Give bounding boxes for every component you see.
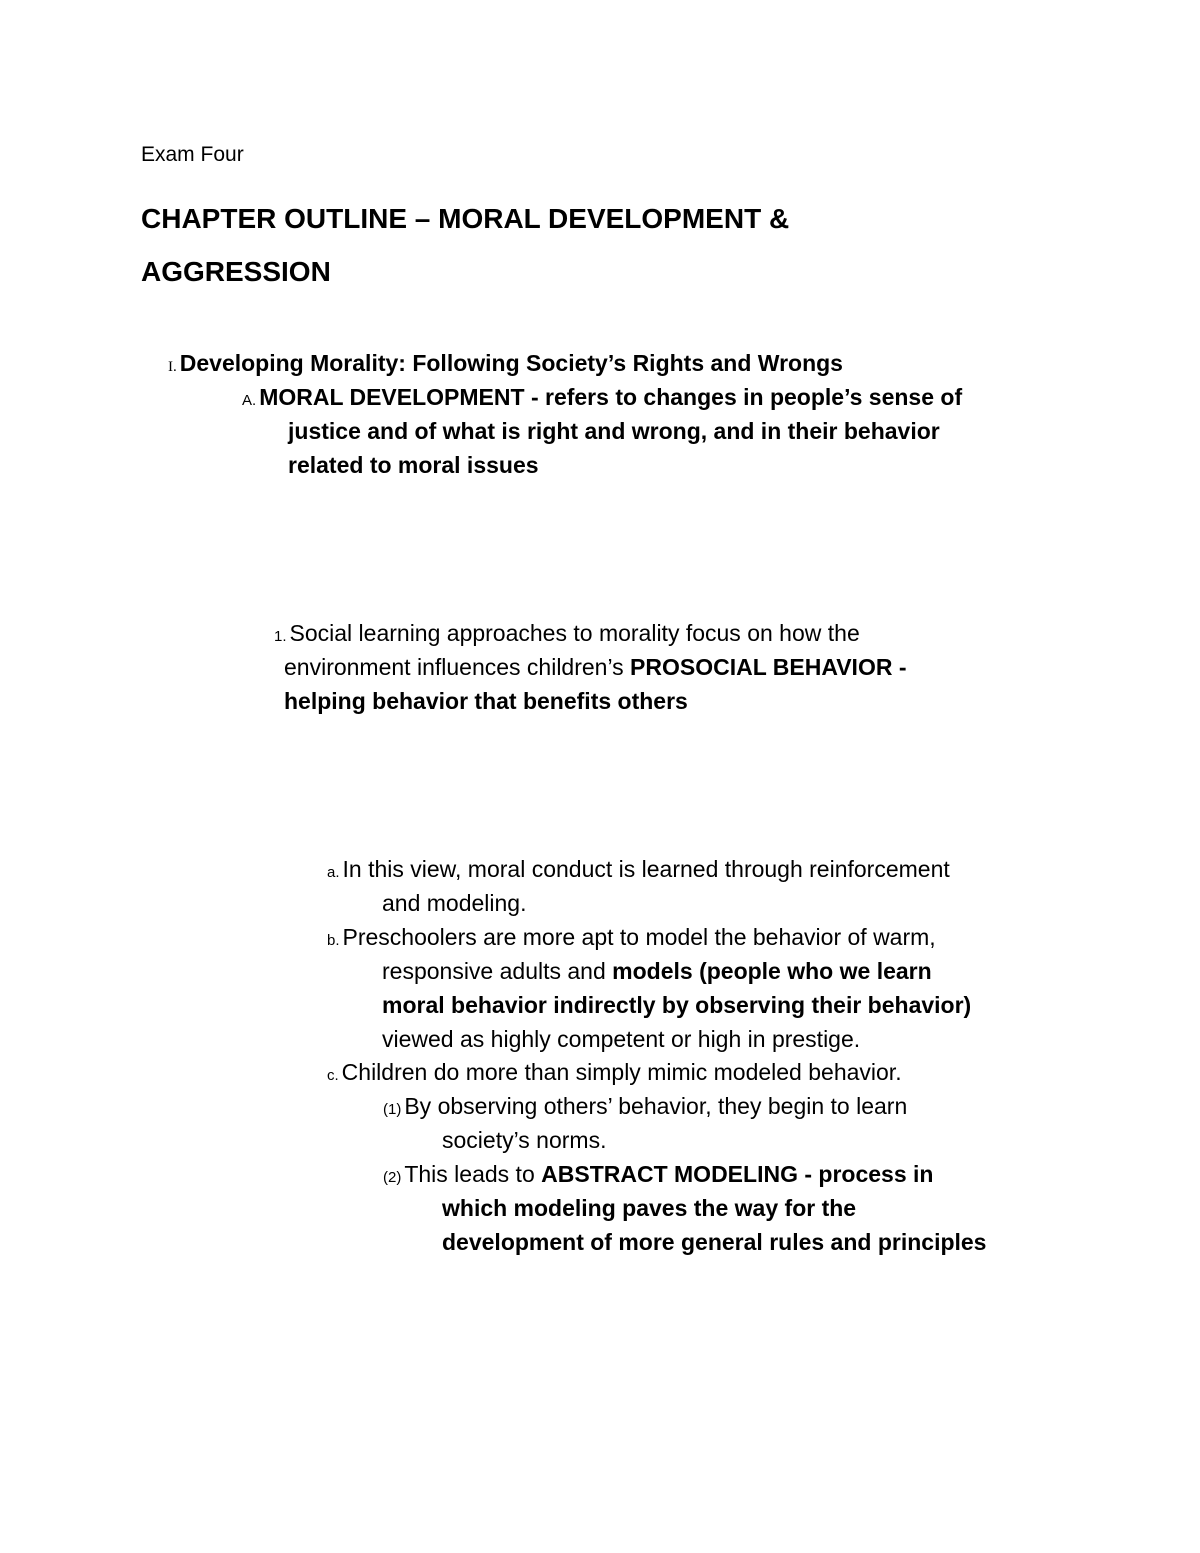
outline-item-c2-line-2: which modeling paves the way for the: [442, 1195, 857, 1221]
section-heading: Developing Morality: Following Society’s Rights and Wrongs: [179, 350, 843, 376]
outline-item-1-line-1: [274, 616, 860, 654]
chapter-title-line-1: CHAPTER OUTLINE – MORAL DEVELOPMENT &: [141, 203, 790, 234]
exam-label: Exam Four: [141, 143, 244, 166]
outline-marker: I.: [168, 359, 177, 375]
outline-item-c1-line-2: society’s norms.: [442, 1127, 607, 1153]
outline-item-A-line-1: [242, 380, 962, 418]
outline-marker: c.: [327, 1067, 339, 1084]
outline-text: environment influences children’s: [284, 654, 631, 680]
outline-item-I: [168, 346, 843, 384]
outline-item-c2-line-3: development of more general rules and principles: [442, 1229, 987, 1255]
outline-item-a-line-2: and modeling.: [382, 890, 527, 916]
outline-item-c-line-1: [327, 1055, 902, 1093]
term-models: models (people who we learn: [612, 958, 932, 984]
outline-text: Preschoolers are more apt to model the behavior of warm,: [342, 924, 936, 950]
outline-item-1-line-3: helping behavior that benefits others: [284, 688, 688, 714]
outline-marker: (2): [383, 1169, 402, 1186]
outline-text: responsive adults and: [382, 958, 613, 984]
outline-marker: A.: [242, 392, 257, 409]
outline-item-1-line-2: [284, 650, 907, 684]
chapter-title-line-2: AGGRESSION: [141, 256, 331, 287]
outline-item-b-line-1: [327, 920, 936, 958]
outline-item-b-line-4: viewed as highly competent or high in prestige.: [382, 1026, 861, 1052]
outline-text: By observing others’ behavior, they begin to learn: [404, 1093, 908, 1119]
outline-item-c1-line-1: [383, 1089, 907, 1127]
outline-marker: (1): [383, 1101, 402, 1118]
outline-text: This leads to: [404, 1161, 542, 1187]
outline-item-b-line-3: moral behavior indirectly by observing their behavior): [382, 992, 972, 1018]
outline-item-A-line-3: related to moral issues: [288, 452, 539, 478]
outline-marker: b.: [327, 932, 340, 949]
outline-item-a-line-1: [327, 852, 950, 890]
outline-text: MORAL DEVELOPMENT - refers to changes in people’s sense of: [259, 384, 963, 410]
outline-item-A-line-2: justice and of what is right and wrong, and in their behavior: [288, 418, 940, 444]
outline-text: In this view, moral conduct is learned through reinforcement: [342, 856, 950, 882]
outline-text: Social learning approaches to morality focus on how the: [289, 620, 860, 646]
outline-item-c2-line-1: [383, 1157, 933, 1195]
term-prosocial-behavior: PROSOCIAL BEHAVIOR -: [630, 654, 907, 680]
outline-text: Children do more than simply mimic modeled behavior.: [341, 1059, 902, 1085]
outline-marker: a.: [327, 864, 340, 881]
outline-marker: 1.: [274, 628, 287, 645]
term-abstract-modeling: ABSTRACT MODELING - process in: [541, 1161, 934, 1187]
outline-item-b-line-2: [382, 954, 932, 988]
